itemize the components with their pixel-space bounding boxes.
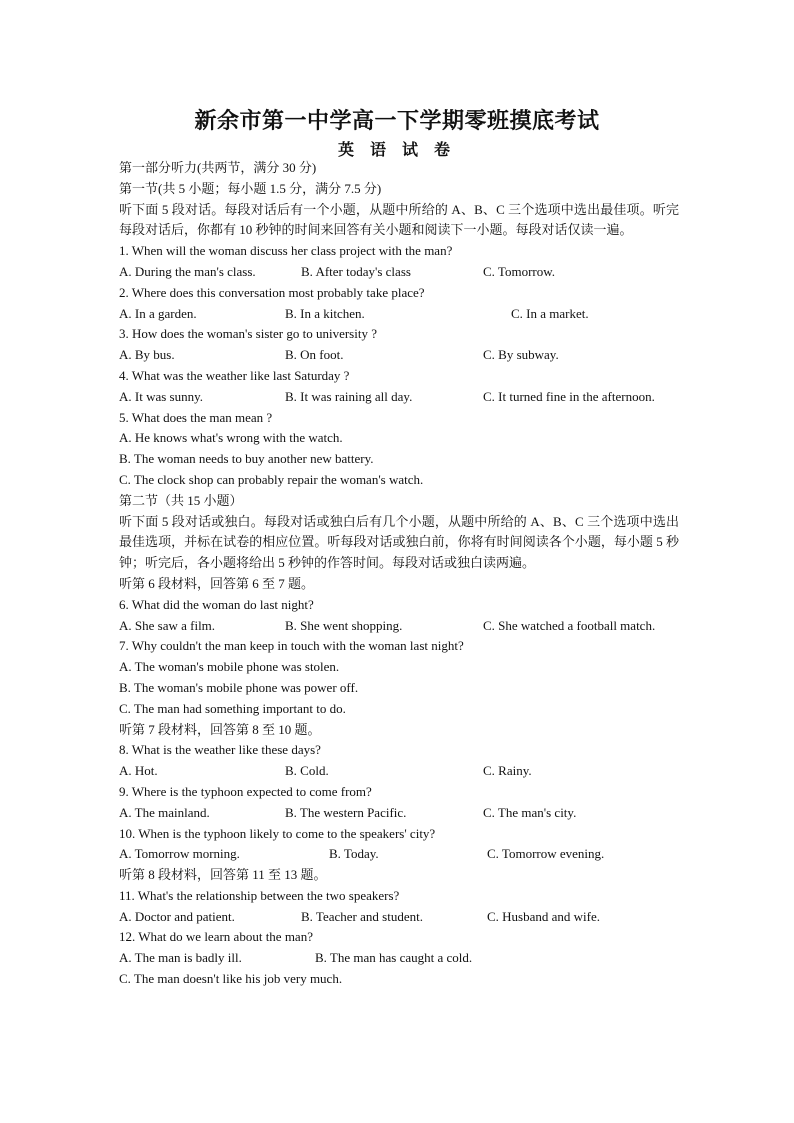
question-11-stem: 11. What's the relationship between the two speakers? — [119, 887, 400, 903]
question-9-options — [119, 803, 679, 824]
question-8-options — [119, 761, 679, 782]
option-b: B. The woman's mobile phone was power off. — [119, 679, 359, 695]
section1-heading: 第一节(共 5 小题；每小题 1.5 分，满分 7.5 分) — [119, 180, 382, 196]
question-12-stem: 12. What do we learn about the man? — [119, 929, 313, 945]
exam-content — [119, 158, 679, 990]
question-12-options — [119, 948, 679, 969]
option-a: A. By bus. — [119, 347, 175, 363]
option-a: A. Doctor and patient. — [119, 908, 235, 924]
option-c: C. Tomorrow. — [483, 263, 556, 279]
option-c: C. It turned fine in the afternoon. — [483, 388, 655, 404]
option-c: C. The man doesn't like his job very much. — [119, 971, 343, 987]
option-b: B. The western Pacific. — [285, 804, 407, 820]
part-heading: 第一部分听力(共两节，满分 30 分) — [119, 160, 317, 175]
question-4-stem: 4. What was the weather like last Saturday ? — [119, 367, 350, 383]
option-a: A. The mainland. — [119, 804, 210, 820]
option-c: C. Husband and wife. — [487, 908, 601, 924]
material-8-heading: 听第 8 段材料，回答第 11 至 13 题。 — [119, 867, 327, 883]
exam-subtitle: 英 语 试 卷 — [337, 142, 456, 159]
option-b: B. In a kitchen. — [285, 305, 365, 321]
question-9-stem: 9. Where is the typhoon expected to come from? — [119, 783, 372, 799]
option-a: A. The woman's mobile phone was stolen. — [119, 659, 340, 675]
question-5-stem: 5. What does the man mean ? — [119, 409, 273, 425]
question-8-stem: 8. What is the weather like these days? — [119, 742, 321, 758]
material-6-heading: 听第 6 段材料，回答第 6 至 7 题。 — [119, 575, 315, 591]
option-a: A. In a garden. — [119, 305, 197, 321]
question-4-options — [119, 387, 679, 408]
question-6-options — [119, 616, 679, 637]
question-10-options — [119, 844, 679, 865]
option-c: C. She watched a football match. — [483, 617, 656, 633]
option-b: B. She went shopping. — [285, 617, 403, 633]
option-c: C. The clock shop can probably repair the woman's watch. — [119, 471, 424, 487]
option-a: A. Hot. — [119, 763, 158, 779]
option-c: C. By subway. — [483, 347, 559, 363]
material-7-heading: 听第 7 段材料，回答第 8 至 10 题。 — [119, 721, 321, 737]
question-1-options — [119, 262, 679, 283]
option-c: C. Tomorrow evening. — [487, 846, 605, 862]
option-b: B. Cold. — [285, 763, 329, 779]
option-b: B. Teacher and student. — [301, 908, 423, 924]
option-a: A. The man is badly ill. — [119, 950, 242, 966]
section2-instructions: 听下面 5 段对话或独白。每段对话或独白后有几个小题，从题中所给的 A、B、C 三个选项中选出最佳选项，并标在试卷的相应位置。听每段对话或独白前，你将有时间阅读各个小题，每小题 5 秒钟；听完后，各小题将给出 5 秒钟的作答时间。每段对话或独白读两遍。 — [119, 513, 679, 571]
option-b: B. The man has caught a cold. — [315, 950, 473, 966]
option-a: A. She saw a film. — [119, 617, 216, 633]
section2-heading: 第二节（共 15 小题） — [119, 492, 243, 508]
exam-title: 新余市第一中学高一下学期零班摸底考试 — [194, 108, 600, 133]
option-b: B. The woman needs to buy another new battery. — [119, 451, 374, 467]
question-11-options — [119, 907, 679, 928]
option-a: A. During the man's class. — [119, 263, 256, 279]
question-3-stem: 3. How does the woman's sister go to university ? — [119, 326, 377, 342]
option-c: C. The man's city. — [483, 804, 577, 820]
section1-instructions: 听下面 5 段对话。每段对话后有一个小题，从题中所给的 A、B、C 三个选项中选出最佳项。听完每段对话后，你都有 10 秒钟的时间来回答有关小题和阅读下一小题。每段对话仅读一遍。 — [119, 201, 679, 238]
option-c: C. Rainy. — [483, 763, 532, 779]
option-c: C. The man had something important to do. — [119, 700, 346, 716]
question-2-options — [119, 304, 679, 325]
option-b: B. On foot. — [285, 347, 344, 363]
question-7-stem: 7. Why couldn't the man keep in touch with the woman last night? — [119, 638, 464, 654]
option-c: C. In a market. — [511, 305, 589, 321]
option-a: A. Tomorrow morning. — [119, 846, 240, 862]
question-10-stem: 10. When is the typhoon likely to come to the speakers' city? — [119, 825, 436, 841]
option-b: B. Today. — [329, 846, 379, 862]
question-3-options — [119, 345, 679, 366]
option-a: A. It was sunny. — [119, 388, 204, 404]
question-2-stem: 2. Where does this conversation most probably take place? — [119, 284, 425, 300]
question-6-stem: 6. What did the woman do last night? — [119, 596, 314, 612]
option-a: A. He knows what's wrong with the watch. — [119, 430, 343, 446]
option-b: B. After today's class — [301, 263, 411, 279]
question-1-stem: 1. When will the woman discuss her class project with the man? — [119, 243, 453, 259]
option-b: B. It was raining all day. — [285, 388, 413, 404]
